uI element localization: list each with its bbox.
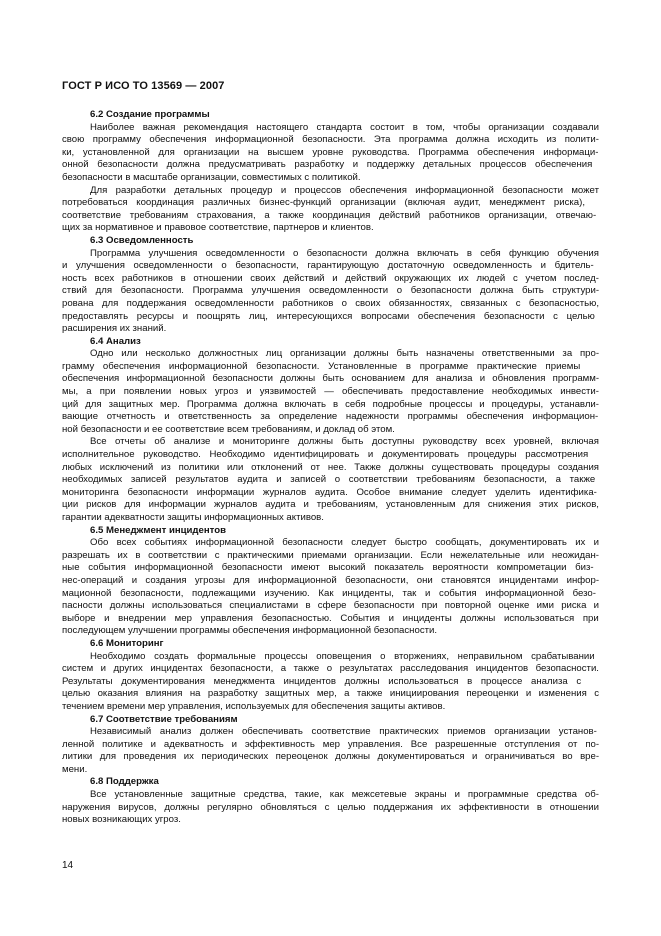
paragraph-line: наружения вирусов, должны регулярно обновляться с целью поддержания их эффективности в отношении bbox=[62, 801, 599, 813]
paragraph-line: Все установленные защитные средства, такие, как межсетевые экраны и программные средства об- bbox=[90, 789, 599, 801]
paragraph-line: литики для проведения их периодических переоценок должны документироваться и ограничиваться во вре- bbox=[62, 751, 599, 763]
page-number: 14 bbox=[62, 860, 74, 871]
paragraph-line: Наиболее важная рекомендация настоящего стандарта состоит в том, чтобы организации создавали bbox=[90, 121, 599, 133]
paragraph-line: Обо всех событиях информационной безопасности следует быстро сообщать, документировать их и bbox=[90, 537, 599, 549]
paragraph-line: систем и других инцидентах безопасности, а также о результатах расследования инцидентов безопасности. bbox=[62, 663, 599, 675]
paragraph-line: пасности должны использоваться специалистами в сфере безопасности при повторной оценке ими риска и bbox=[62, 600, 599, 612]
paragraph-line: любых исключений из политики или отклонений от нее. Также должны существовать процедуры создания bbox=[62, 461, 599, 473]
paragraph-line: ной безопасности и ее соответствие всем требованиям, и доклад об этом. bbox=[62, 423, 395, 435]
paragraph-line: безопасности в масштабе организации, совместимых с политикой. bbox=[62, 171, 361, 183]
paragraph-line: онной безопасности должна предусматривать разработку и поддержку детальных процессов обеспечения bbox=[62, 159, 593, 171]
paragraph-line: Для разработки детальных процедур и процессов обеспечения информационной безопасности может bbox=[90, 184, 599, 196]
section-heading: 6.3 Осведомленность bbox=[90, 234, 194, 246]
paragraph-line: мониторинга безопасности информации журналов аудита. Особое внимание следует уделить идентифика- bbox=[62, 486, 597, 498]
paragraph-line: обеспечения информационной безопасности должны быть основанием для анализа и обновления программ- bbox=[62, 373, 599, 385]
paragraph-line: вающие отчетность и ответственность за определение надежности программы обеспечения информацион- bbox=[62, 411, 599, 423]
paragraph-line: разрешать их в соответствии с практическими приемами организации. Если нежелательные или неожидан- bbox=[62, 549, 599, 561]
paragraph-line: потребоваться координация различных бизнес-функций организации (включая аудит, менеджмент риска), bbox=[62, 197, 585, 209]
paragraph-line: щих за нормативное и правовое соответствие, партнеров и клиентов. bbox=[62, 222, 374, 234]
paragraph-line: целью оказания влияния на разработку защитных мер, а также инициирования переоценки и изменения с bbox=[62, 688, 599, 700]
paragraph-line: предоставлять ресурсы и поощрять лиц, интересующихся вопросами обеспечения безопасности с целью bbox=[62, 310, 595, 322]
paragraph-line: новых возникающих угроз. bbox=[62, 814, 181, 826]
section-heading: 6.7 Соответствие требованиям bbox=[90, 713, 238, 725]
paragraph-line: выборе и внедрении мер управления безопасностью. События и инциденты должны использоваться при bbox=[62, 612, 599, 624]
paragraph-line: соответствие требованиям страхования, а также координация действий работников организации, отвечаю- bbox=[62, 209, 597, 221]
section-heading: 6.5 Менеджмент инцидентов bbox=[90, 524, 226, 536]
paragraph-line: Результаты документирования менеджмента инцидентов должны использоваться в процессе анализа с bbox=[62, 675, 582, 687]
paragraph-line: свою программу обеспечения информационной безопасности. Эта программа должна исходить из полити- bbox=[62, 134, 599, 146]
paragraph-line: нес-операций и создания угрозы для информационной безопасности, они становятся инцидентами инфор- bbox=[62, 574, 599, 586]
paragraph-line: расширения их знаний. bbox=[62, 323, 167, 335]
paragraph-line: Одно или несколько должностных лиц организации должны быть назначены ответственными за про- bbox=[90, 348, 599, 360]
paragraph-line: ствий для безопасности. Программа улучшения осведомленности о безопасности должна быть структури- bbox=[62, 285, 599, 297]
section-heading: 6.8 Поддержка bbox=[90, 776, 159, 788]
paragraph-line: гарантии адекватности защиты информационных активов. bbox=[62, 512, 324, 523]
paragraph-line: ки, установленной для организации на высшем уровне руководства. Программа обеспечения информаци- bbox=[62, 146, 599, 158]
paragraph-line: течением времени мер управления, используемых для обеспечения защиты активов. bbox=[62, 700, 446, 712]
document-header: ГОСТ Р ИСО ТО 13569 — 2007 bbox=[62, 80, 225, 92]
paragraph-line: Все отчеты об анализе и мониторинге должны быть доступны руководству всех уровней, включая bbox=[90, 436, 599, 448]
paragraph-line: Необходимо создать формальные процессы оповещения о вторжениях, неправильном срабатывании bbox=[90, 650, 595, 662]
paragraph-line: ций для защитных мер. Программа должна включать в себя подробные процессы и процедуры, устанавли- bbox=[62, 398, 599, 410]
section-heading: 6.4 Анализ bbox=[90, 335, 141, 347]
paragraph-line: мени. bbox=[62, 763, 88, 775]
paragraph-line: ные события информационной безопасности имеют высокий показатель вероятности компрометации биз- bbox=[62, 562, 594, 574]
document-body bbox=[62, 109, 599, 827]
paragraph-line: исполнительное руководство. Необходимо идентифицировать и документировать процедуры рассмотрения bbox=[62, 449, 589, 461]
paragraph-line: мы, а при появлении новых угроз и уязвимостей — обеспечивать предоставление необходимых инвести- bbox=[62, 386, 599, 398]
paragraph-line: рована для поддержания осведомленности работников о своих обязанностях, связанных с безопасностью, bbox=[62, 297, 599, 309]
paragraph-line: Программа улучшения осведомленности о безопасности должна включать в себя функцию обучения bbox=[90, 247, 599, 259]
paragraph-line: грамму обеспечения информационной безопасности. Установленные в программе практические приемы bbox=[62, 360, 581, 372]
paragraph-line: последующем улучшении программы обеспечения информационной безопасности. bbox=[62, 625, 438, 637]
paragraph-line: ность всех работников в отношении своих действий и действий окружающих их людей с учетом послед- bbox=[62, 272, 599, 284]
paragraph-line: ции рисков для информации журналов аудита и требованиям, установленным для снижения этих рисков, bbox=[62, 499, 599, 511]
paragraph-line: Независимый анализ должен обеспечивать соответствие практических приемов организации установ- bbox=[90, 726, 597, 738]
paragraph-line: ленной политике и адекватность и эффективность мер управления. Все разрешенные отступления от по- bbox=[62, 738, 599, 750]
section-heading: 6.2 Создание программы bbox=[90, 109, 210, 120]
paragraph-line: и улучшения осведомленности о безопасности, гарантирующую достаточную осведомленность и бдитель- bbox=[62, 260, 594, 272]
paragraph-line: необходимых записей результатов аудита и записей о соответствии требованиям безопасности, а также bbox=[62, 474, 596, 486]
paragraph-line: мационной безопасности, подлежащими изучению. Как инциденты, так и события информационной безо- bbox=[62, 587, 596, 599]
section-heading: 6.6 Мониторинг bbox=[90, 637, 164, 649]
